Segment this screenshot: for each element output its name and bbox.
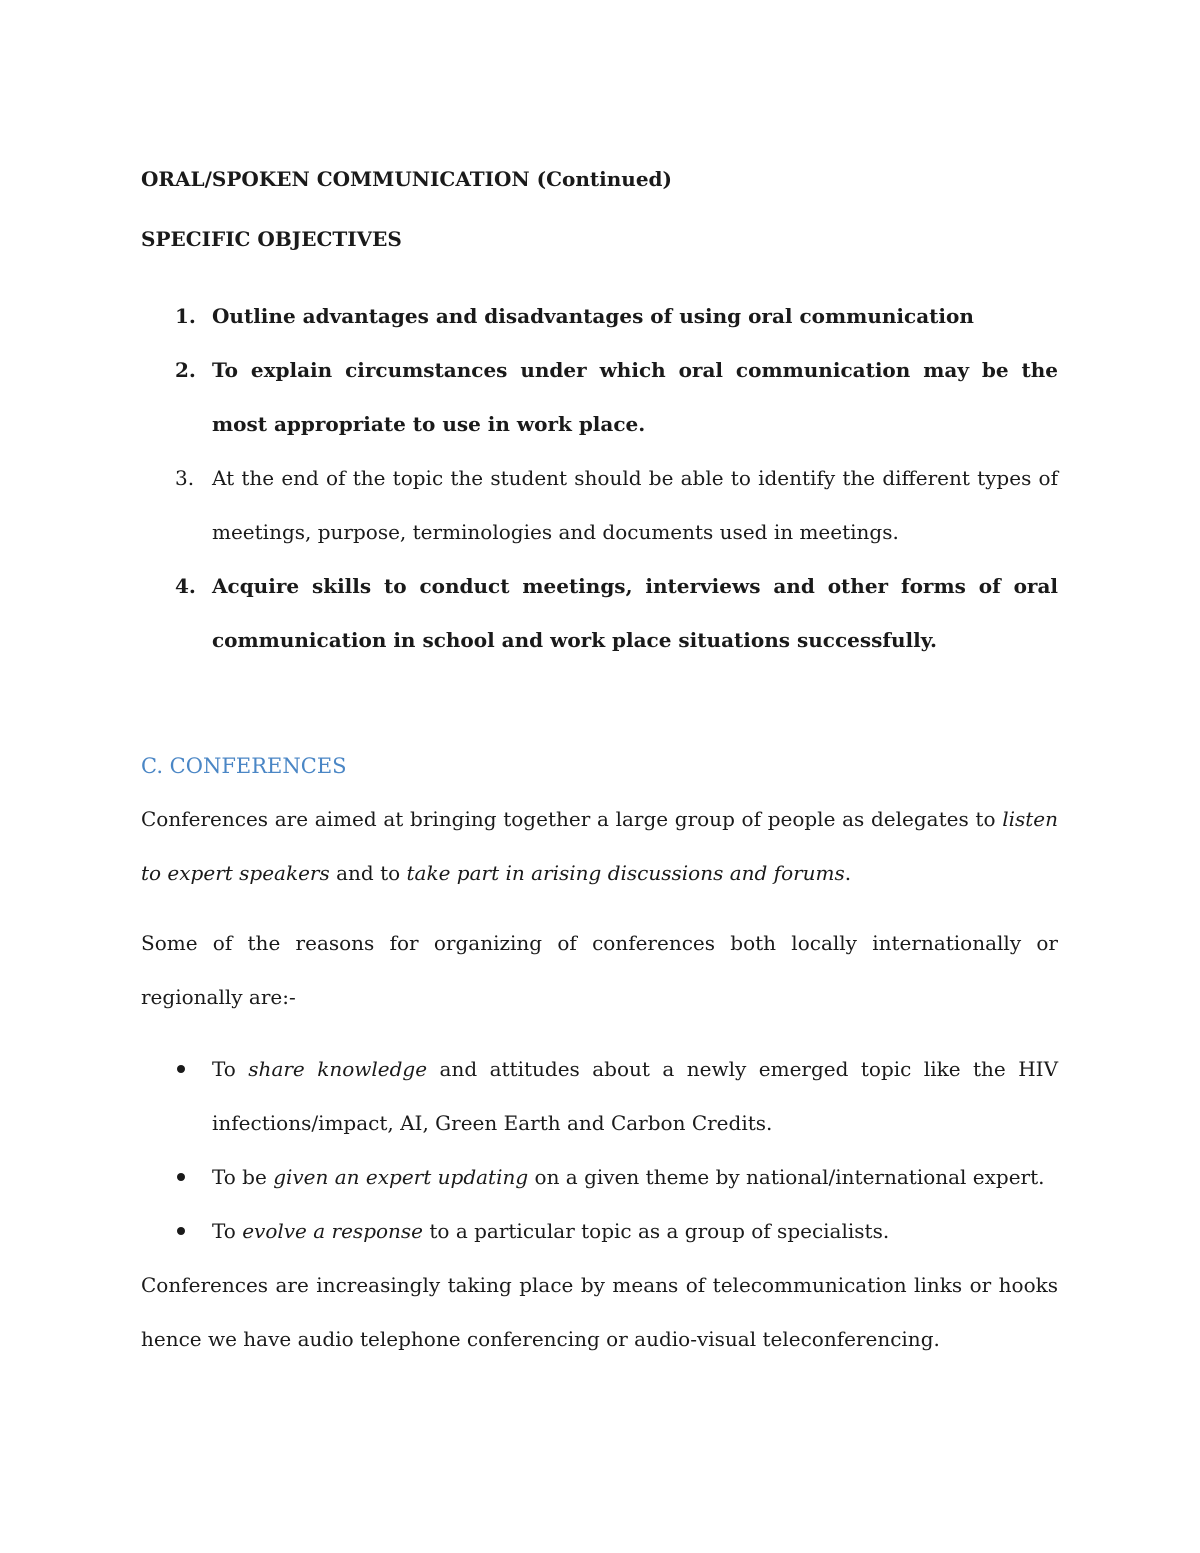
objective-number: 2. xyxy=(175,358,196,382)
objective-item xyxy=(141,559,1058,667)
objective-number: 3. xyxy=(175,466,195,490)
reason-item xyxy=(141,1204,1058,1258)
reasons-intro: Some of the reasons for organizing of conferences both locally internationally or regionally are:- xyxy=(141,931,1058,1009)
conferences-intro xyxy=(141,792,1058,900)
reason-text: To xyxy=(212,1219,243,1243)
objective-number: 1. xyxy=(175,304,196,328)
document-subtitle: SPECIFIC OBJECTIVES xyxy=(141,227,402,251)
objective-text: Outline advantages and disadvantages of using oral communication xyxy=(212,304,974,328)
document-page xyxy=(141,165,1058,1366)
reason-item xyxy=(141,1150,1058,1204)
intro-text: and to xyxy=(329,861,407,885)
intro-text: . xyxy=(844,861,852,885)
reason-emphasis: share knowledge xyxy=(248,1057,428,1081)
closing-paragraph: Conferences are increasingly taking place by means of telecommunication links or hooks hence we have audio telephone conferencing or audio-visual teleconferencing. xyxy=(141,1273,1058,1351)
objective-item xyxy=(141,289,1058,343)
intro-emphasis: take part in arising discussions and forums xyxy=(406,861,845,885)
objectives-list xyxy=(141,289,1058,667)
section-title: C. CONFERENCES xyxy=(141,754,347,778)
reason-item xyxy=(141,1042,1058,1150)
objective-item xyxy=(141,343,1058,451)
reason-text: on a given theme by national/international expert. xyxy=(528,1165,1045,1189)
reason-emphasis: given an expert updating xyxy=(273,1165,529,1189)
document-title: ORAL/SPOKEN COMMUNICATION (Continued) xyxy=(141,167,672,191)
objective-item xyxy=(141,451,1058,559)
bullet-icon xyxy=(177,1173,185,1181)
objective-text: To explain circumstances under which oral communication may be the most appropriate to use in work place. xyxy=(212,358,1058,436)
objective-text: Acquire skills to conduct meetings, interviews and other forms of oral communication in school and work place situations successfully. xyxy=(212,574,1058,652)
reason-text: to a particular topic as a group of specialists. xyxy=(423,1219,890,1243)
reason-text: To be xyxy=(212,1165,274,1189)
intro-text: Conferences are aimed at bringing together a large group of people as delegates to xyxy=(141,807,1003,831)
objective-number: 4. xyxy=(175,574,196,598)
intro-emphasis: listen to expert speakers xyxy=(141,807,1058,885)
reason-text: and attitudes about a newly emerged topic like the HIV infections/impact, AI, Green Earth and Carbon Credits. xyxy=(212,1057,1059,1135)
bullet-icon xyxy=(177,1065,185,1073)
reason-text: To xyxy=(212,1057,249,1081)
objective-text: At the end of the topic the student should be able to identify the different types of meetings, purpose, terminologies and documents used in meetings. xyxy=(212,466,1058,544)
reason-emphasis: evolve a response xyxy=(242,1219,424,1243)
bullet-icon xyxy=(177,1227,185,1235)
reasons-list xyxy=(141,1042,1058,1258)
